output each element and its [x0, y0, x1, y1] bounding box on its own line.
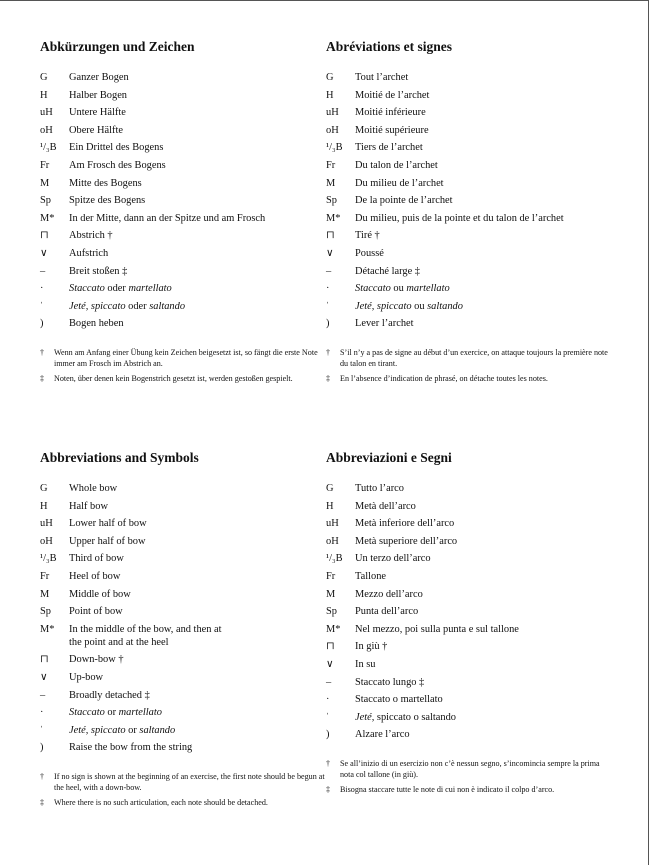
footnotes — [326, 348, 611, 384]
symbol-abbreviation: M — [40, 177, 50, 189]
symbol-row — [326, 265, 611, 278]
symbol-abbreviation: ⊓ — [40, 230, 49, 242]
symbol-meaning: In der Mitte, dann an der Spitze und am Frosch — [69, 212, 266, 224]
symbol-row — [40, 317, 325, 330]
symbol-row — [40, 653, 325, 666]
footnote-mark: ‡ — [40, 797, 44, 807]
symbol-abbreviation: ) — [326, 318, 330, 330]
symbol-abbreviation: M — [326, 177, 336, 189]
symbol-meaning: Third of bow — [69, 553, 124, 565]
footnote-mark: † — [326, 759, 330, 769]
symbol-row — [40, 482, 325, 495]
symbol-row — [40, 141, 325, 154]
symbol-meaning: Halber Bogen — [69, 89, 127, 101]
symbol-row — [326, 693, 611, 706]
footnotes — [326, 759, 611, 795]
symbol-meaning — [69, 724, 325, 737]
symbol-meaning: Alzare l’arco — [355, 729, 410, 741]
footnote-mark: † — [326, 348, 330, 358]
symbol-abbreviation: Fr — [40, 570, 50, 582]
symbol-meaning: Broadly detached ‡ — [69, 689, 150, 701]
meaning-italic: Staccato — [69, 283, 105, 295]
symbol-row — [326, 605, 611, 618]
footnote-mark: ‡ — [40, 373, 44, 383]
symbol-meaning: Un terzo dell’arco — [355, 553, 431, 565]
symbol-meaning: Staccato lungo ‡ — [355, 676, 425, 688]
symbol-meaning: Du milieu, puis de la pointe et du talon de l’archet — [355, 212, 564, 224]
meaning-plain: ou — [390, 283, 407, 295]
section-title: Abkürzungen und Zeichen — [40, 39, 195, 54]
symbol-abbreviation: ˈ — [40, 300, 44, 312]
section-english — [40, 450, 325, 813]
meaning-italic: saltando — [149, 300, 186, 312]
meaning-italic: martellato — [118, 707, 162, 719]
symbol-row — [326, 676, 611, 689]
symbol-abbreviation: ¹/₃B — [326, 142, 343, 154]
symbol-row — [326, 482, 611, 495]
symbol-row — [326, 300, 611, 313]
section-title: Abbreviazioni e Segni — [326, 450, 452, 465]
footnote-mark: ‡ — [326, 373, 330, 383]
symbol-row — [40, 106, 325, 119]
symbol-row — [40, 671, 325, 684]
symbol-meaning: Tallone — [355, 570, 387, 582]
symbol-row — [40, 623, 325, 649]
symbol-meaning: Détaché large ‡ — [355, 265, 421, 277]
symbol-abbreviation: ) — [40, 742, 44, 754]
symbol-abbreviation: M* — [326, 212, 341, 224]
symbol-abbreviation: · — [40, 707, 44, 719]
symbol-meaning: Metà superiore dell’arco — [355, 535, 458, 547]
symbol-meaning: Ein Drittel des Bogens — [69, 142, 164, 154]
symbol-meaning: Breit stoßen ‡ — [69, 265, 128, 277]
symbol-meaning: Half bow — [69, 500, 108, 512]
footnote-text: Se all’inizio di un esercizio non c’è nessun segno, s’incomincia sempre la prima nota col tallone (in giù). — [340, 759, 600, 779]
symbol-abbreviation: · — [326, 283, 330, 295]
symbol-row — [326, 71, 611, 84]
symbol-row — [326, 141, 611, 154]
symbol-meaning: Bogen heben — [69, 318, 124, 330]
symbol-meaning: Tout l’archet — [355, 72, 409, 83]
symbol-abbreviation: Sp — [326, 195, 337, 207]
symbol-meaning: Obere Hälfte — [69, 124, 123, 136]
symbol-abbreviation: M — [326, 588, 336, 600]
meaning-italic: martellato — [128, 283, 172, 295]
symbol-abbreviation: H — [40, 500, 48, 512]
symbol-abbreviation: · — [40, 283, 44, 295]
symbol-abbreviation: ⊓ — [326, 230, 335, 242]
symbol-meaning: Ganzer Bogen — [69, 72, 129, 83]
symbol-abbreviation: H — [40, 89, 48, 101]
symbol-meaning: Metà inferiore dell’arco — [355, 518, 455, 530]
symbol-meaning — [69, 300, 325, 313]
symbol-abbreviation: ) — [326, 729, 330, 741]
symbol-row — [326, 247, 611, 260]
symbol-meaning: Punta dell’arco — [355, 606, 419, 618]
symbol-meaning: Untere Hälfte — [69, 107, 126, 119]
symbol-row — [326, 229, 611, 242]
symbol-meaning: Staccato o martellato — [355, 694, 443, 706]
symbol-list — [326, 71, 611, 330]
symbol-row — [40, 71, 325, 84]
symbol-row — [326, 517, 611, 530]
symbol-row — [40, 588, 325, 601]
symbol-meaning: Raise the bow from the string — [69, 742, 193, 754]
footnote — [40, 374, 325, 384]
footnotes — [40, 348, 325, 384]
symbol-abbreviation: Fr — [40, 159, 50, 171]
symbol-abbreviation: uH — [40, 107, 53, 119]
symbol-abbreviation: · — [326, 694, 330, 706]
symbol-row — [326, 588, 611, 601]
symbol-meaning: In the middle of the bow, and then at the point and at the heel — [69, 623, 222, 648]
symbol-list — [40, 482, 325, 754]
symbol-row — [40, 159, 325, 172]
symbol-row — [40, 535, 325, 548]
symbol-row — [40, 552, 325, 565]
symbol-abbreviation: ¹/₃B — [40, 553, 57, 565]
meaning-plain: or — [125, 724, 140, 736]
symbol-abbreviation: H — [326, 89, 334, 101]
symbol-meaning: Tiré † — [355, 230, 380, 242]
symbol-abbreviation: – — [40, 265, 46, 277]
footnote-text: If no sign is shown at the beginning of an exercise, the first note should be begun at the heel, with a down-bow. — [54, 772, 325, 792]
symbol-meaning: Middle of bow — [69, 588, 131, 600]
footnote — [326, 785, 611, 795]
footnote-text: Noten, über denen kein Bogenstrich gesetzt ist, werden gestoßen gespielt. — [54, 373, 293, 383]
symbol-abbreviation: ∨ — [326, 658, 334, 670]
symbol-abbreviation: M* — [326, 623, 341, 635]
symbol-row — [326, 212, 611, 225]
symbol-row — [40, 89, 325, 102]
symbol-meaning: Mezzo dell’arco — [355, 588, 423, 600]
symbol-row — [40, 247, 325, 260]
symbol-row — [326, 570, 611, 583]
meaning-plain: or — [104, 707, 119, 719]
symbol-meaning: Poussé — [355, 247, 384, 259]
meaning-italic: Jeté, — [355, 711, 375, 723]
meaning-plain: oder — [104, 283, 129, 295]
symbol-row — [40, 229, 325, 242]
symbol-row — [326, 535, 611, 548]
meaning-italic: Jeté, spiccato — [69, 300, 126, 312]
symbol-abbreviation: G — [40, 483, 48, 494]
symbol-meaning: Mitte des Bogens — [69, 177, 142, 189]
symbol-meaning: Moitié de l’archet — [355, 89, 430, 101]
symbol-abbreviation: ˈ — [326, 711, 330, 723]
meaning-italic: Staccato — [69, 707, 105, 719]
symbol-meaning: Nel mezzo, poi sulla punta e sul tallone — [355, 623, 519, 635]
symbol-abbreviation: Sp — [40, 606, 51, 618]
symbol-meaning: In giù † — [355, 641, 388, 653]
symbol-abbreviation: G — [326, 483, 334, 494]
symbol-meaning — [355, 711, 611, 724]
symbol-abbreviation: ) — [40, 318, 44, 330]
symbol-row — [40, 500, 325, 513]
meaning-italic: Jeté, spiccato — [355, 300, 412, 312]
meaning-italic: saltando — [427, 300, 463, 312]
meaning-italic: martellato — [406, 283, 450, 295]
symbol-abbreviation: uH — [326, 107, 339, 119]
symbol-meaning: Aufstrich — [69, 247, 109, 259]
symbol-row — [326, 711, 611, 724]
symbol-abbreviation: Sp — [326, 606, 337, 618]
symbol-row — [40, 300, 325, 313]
symbol-meaning: Moitié inférieure — [355, 107, 426, 119]
footnote-text: En l’absence d’indication de phrasé, on détache toutes les notes. — [340, 373, 548, 383]
symbol-abbreviation: ∨ — [40, 247, 48, 259]
symbol-abbreviation: ∨ — [40, 671, 48, 683]
symbol-list — [40, 71, 325, 330]
symbol-row — [40, 570, 325, 583]
symbol-abbreviation: ⊓ — [326, 641, 335, 653]
footnote — [40, 772, 325, 792]
symbol-row — [40, 194, 325, 207]
symbol-abbreviation: – — [40, 689, 46, 701]
symbol-meaning: Lower half of bow — [69, 518, 147, 530]
symbol-meaning: Tiers de l’archet — [355, 142, 423, 154]
section-german — [40, 39, 325, 389]
symbol-abbreviation: Sp — [40, 195, 51, 207]
footnote-text: S’il n’y a pas de signe au début d’un exercice, on attaque toujours la première note du talon en tirant. — [340, 348, 608, 368]
symbol-meaning: Up-bow — [69, 671, 104, 683]
meaning-italic: Staccato — [355, 283, 391, 295]
symbol-row — [326, 728, 611, 741]
footnote — [326, 374, 611, 384]
symbol-meaning — [69, 706, 325, 719]
footnote — [326, 348, 611, 368]
symbol-meaning: Down-bow † — [69, 654, 124, 666]
footnote-text: Bisogna staccare tutte le note di cui non è indicato il colpo d’arco. — [340, 784, 555, 794]
symbol-row — [40, 517, 325, 530]
symbol-meaning: Tutto l’arco — [355, 483, 404, 494]
symbol-row — [40, 124, 325, 137]
symbol-abbreviation: H — [326, 500, 334, 512]
symbol-meaning: De la pointe de l’archet — [355, 195, 453, 207]
meaning-italic: Jeté, spiccato — [69, 724, 126, 736]
symbol-abbreviation: G — [40, 72, 48, 83]
symbol-row — [40, 741, 325, 754]
symbol-abbreviation: – — [326, 676, 332, 688]
meaning-plain: oder — [125, 300, 150, 312]
footnote-text: Where there is no such articulation, each note should be detached. — [54, 797, 268, 807]
symbol-meaning: Am Frosch des Bogens — [69, 159, 166, 171]
symbol-meaning: Whole bow — [69, 483, 118, 494]
symbol-meaning: In su — [355, 658, 376, 670]
symbol-row — [326, 159, 611, 172]
meaning-plain: spiccato o saltando — [374, 711, 456, 723]
symbol-row — [326, 658, 611, 671]
symbol-abbreviation: M — [40, 588, 50, 600]
symbol-meaning — [355, 300, 611, 313]
symbol-abbreviation: ¹/₃B — [326, 553, 343, 565]
symbol-abbreviation: ∨ — [326, 247, 334, 259]
symbol-meaning: Du milieu de l’archet — [355, 177, 444, 189]
section-title: Abréviations et signes — [326, 39, 452, 54]
symbol-meaning: Metà dell’arco — [355, 500, 416, 512]
footnote-mark: † — [40, 772, 44, 782]
symbol-meaning: Spitze des Bogens — [69, 195, 146, 207]
symbol-abbreviation: ⊓ — [40, 654, 49, 666]
symbol-abbreviation: G — [326, 72, 334, 83]
symbol-meaning — [355, 282, 611, 295]
symbol-abbreviation: oH — [326, 535, 339, 547]
symbol-abbreviation: Fr — [326, 159, 336, 171]
symbol-row — [40, 689, 325, 702]
section-title: Abbreviations and Symbols — [40, 450, 199, 465]
symbol-meaning: Upper half of bow — [69, 535, 146, 547]
meaning-italic: saltando — [139, 724, 176, 736]
symbol-row — [326, 194, 611, 207]
symbol-row — [40, 177, 325, 190]
symbol-abbreviation: ˈ — [326, 300, 330, 312]
footnote-text: Wenn am Anfang einer Übung kein Zeichen beigesetzt ist, so fängt die erste Note immer am Frosch im Abstrich an. — [54, 348, 318, 368]
symbol-row — [326, 177, 611, 190]
symbol-row — [326, 124, 611, 137]
symbol-row — [326, 282, 611, 295]
symbol-row — [40, 212, 325, 225]
section-italian — [326, 450, 611, 800]
symbol-abbreviation: uH — [40, 518, 53, 530]
symbol-row — [326, 317, 611, 330]
symbol-abbreviation: M* — [40, 623, 55, 635]
symbol-abbreviation: oH — [40, 124, 53, 136]
symbol-row — [40, 724, 325, 737]
symbol-row — [326, 106, 611, 119]
symbol-row — [326, 552, 611, 565]
symbol-abbreviation: oH — [326, 124, 339, 136]
symbol-row — [40, 265, 325, 278]
footnote — [40, 798, 325, 808]
symbol-meaning: Point of bow — [69, 606, 123, 618]
footnote — [326, 759, 611, 779]
symbol-row — [326, 89, 611, 102]
symbol-meaning: Abstrich † — [69, 230, 113, 242]
symbol-abbreviation: Fr — [326, 570, 336, 582]
symbol-meaning: Heel of bow — [69, 570, 121, 582]
section-french — [326, 39, 611, 389]
symbol-abbreviation: – — [326, 265, 332, 277]
symbol-meaning: Lever l’archet — [355, 318, 414, 330]
symbol-abbreviation: M* — [40, 212, 55, 224]
symbol-meaning: Du talon de l’archet — [355, 159, 438, 171]
symbol-row — [40, 706, 325, 719]
symbol-abbreviation: ¹/₃B — [40, 142, 57, 154]
footnote — [40, 348, 325, 368]
symbol-meaning — [69, 282, 325, 295]
symbol-row — [326, 640, 611, 653]
footnote-mark: ‡ — [326, 784, 330, 794]
footnote-mark: † — [40, 348, 44, 358]
meaning-plain: ou — [411, 300, 428, 312]
symbol-row — [326, 623, 611, 636]
symbol-list — [326, 482, 611, 741]
symbol-abbreviation: oH — [40, 535, 53, 547]
symbol-row — [40, 605, 325, 618]
symbol-meaning: Moitié supérieure — [355, 124, 429, 136]
symbol-row — [326, 500, 611, 513]
symbol-abbreviation: ˈ — [40, 724, 44, 736]
symbol-row — [40, 282, 325, 295]
symbol-abbreviation: uH — [326, 518, 339, 530]
footnotes — [40, 772, 325, 808]
